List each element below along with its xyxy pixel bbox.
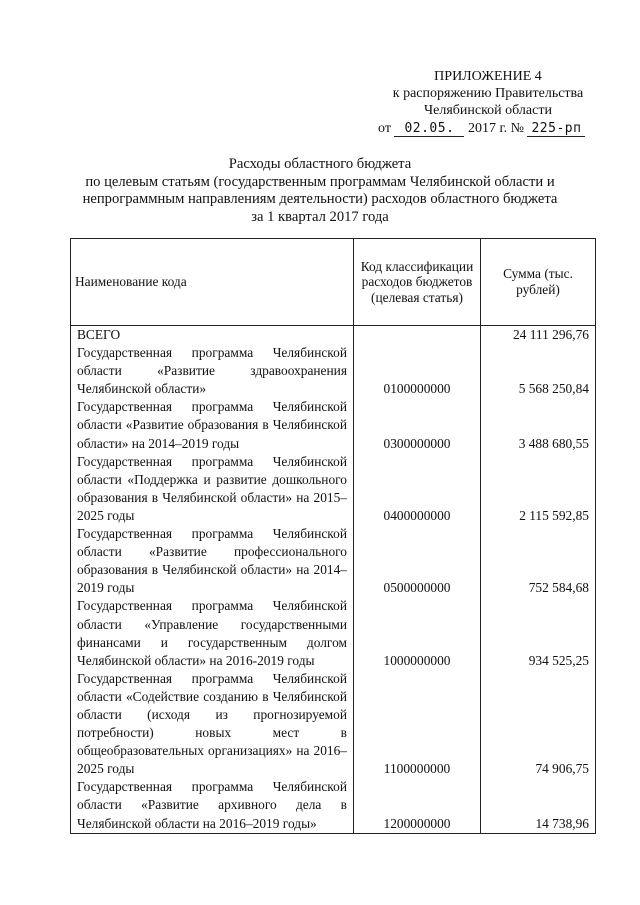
appendix-ref-line: к распоряжению Правительства — [392, 86, 584, 101]
total-code — [354, 326, 481, 345]
row-sum: 934 525,25 — [481, 597, 596, 669]
from-label: от — [378, 121, 391, 136]
table-row-total — [71, 326, 596, 345]
row-name: Государственная программа Челябинской области «Поддержка и развитие дошкольного образования в Челябинской области» на 2015–2025 годы — [71, 453, 354, 525]
row-name: Государственная программа Челябинской области «Развитие профессионального образования в Челябинской области» на 2014–2019 годы — [71, 525, 354, 597]
date-field: 02.05. — [394, 121, 464, 137]
header-name: Наименование кода — [71, 239, 354, 326]
year-label: 2017 г. № — [467, 121, 524, 136]
row-code: 0500000000 — [354, 525, 481, 597]
title-line-3: непрограммным направлениям деятельности) расходов областного бюджета — [82, 191, 558, 207]
table-row — [71, 525, 596, 597]
row-name: Государственная программа Челябинской области «Управление государственными финансами и государственным долгом Челябинской области» на 2016-2019 годы — [71, 597, 354, 669]
appendix-header — [378, 68, 598, 138]
row-name: Государственная программа Челябинской области «Содействие созданию в Челябинской области (исходя из прогнозируемой потребности) новых мест в общеобразовательных организациях» на 2016–2025 годы — [71, 670, 354, 779]
row-sum: 5 568 250,84 — [481, 344, 596, 398]
row-sum: 3 488 680,55 — [481, 398, 596, 452]
row-name: Государственная программа Челябинской области «Развитие здравоохранения Челябинской области» — [71, 344, 354, 398]
header-code: Код классификации расходов бюджетов (целевая статья) — [354, 239, 481, 326]
table-row — [71, 670, 596, 779]
expenses-table — [70, 238, 596, 834]
total-label: ВСЕГО — [71, 326, 354, 345]
row-code: 1000000000 — [354, 597, 481, 669]
row-code: 1200000000 — [354, 778, 481, 833]
appendix-title: ПРИЛОЖЕНИЕ 4 — [434, 69, 542, 84]
title-line-4: за 1 квартал 2017 года — [251, 208, 389, 225]
row-code: 0300000000 — [354, 398, 481, 452]
row-name: Государственная программа Челябинской области «Развитие образования в Челябинской области» на 2014–2019 годы — [71, 398, 354, 452]
row-sum: 74 906,75 — [481, 670, 596, 779]
table-row — [71, 778, 596, 833]
number-field: 225-рп — [527, 121, 585, 137]
header-sum: Сумма (тыс. рублей) — [481, 239, 596, 326]
row-code: 0100000000 — [354, 344, 481, 398]
row-name: Государственная программа Челябинской области «Развитие архивного дела в Челябинской области на 2016–2019 годы» — [71, 778, 354, 833]
table-header-row — [71, 239, 596, 326]
row-sum: 14 738,96 — [481, 778, 596, 833]
table-row — [71, 344, 596, 398]
document-title — [64, 156, 576, 226]
appendix-region-line: Челябинской области — [424, 103, 552, 118]
row-sum: 2 115 592,85 — [481, 453, 596, 525]
table-row — [71, 398, 596, 452]
title-line-1: Расходы областного бюджета — [228, 156, 412, 172]
total-sum: 24 111 296,76 — [481, 326, 596, 345]
row-code: 0400000000 — [354, 453, 481, 525]
table-row — [71, 597, 596, 669]
table-row — [71, 453, 596, 525]
row-sum: 752 584,68 — [481, 525, 596, 597]
row-code: 1100000000 — [354, 670, 481, 779]
appendix-date-line — [378, 120, 598, 138]
title-line-2: по целевым статьям (государственным программам Челябинской области и — [85, 173, 555, 190]
